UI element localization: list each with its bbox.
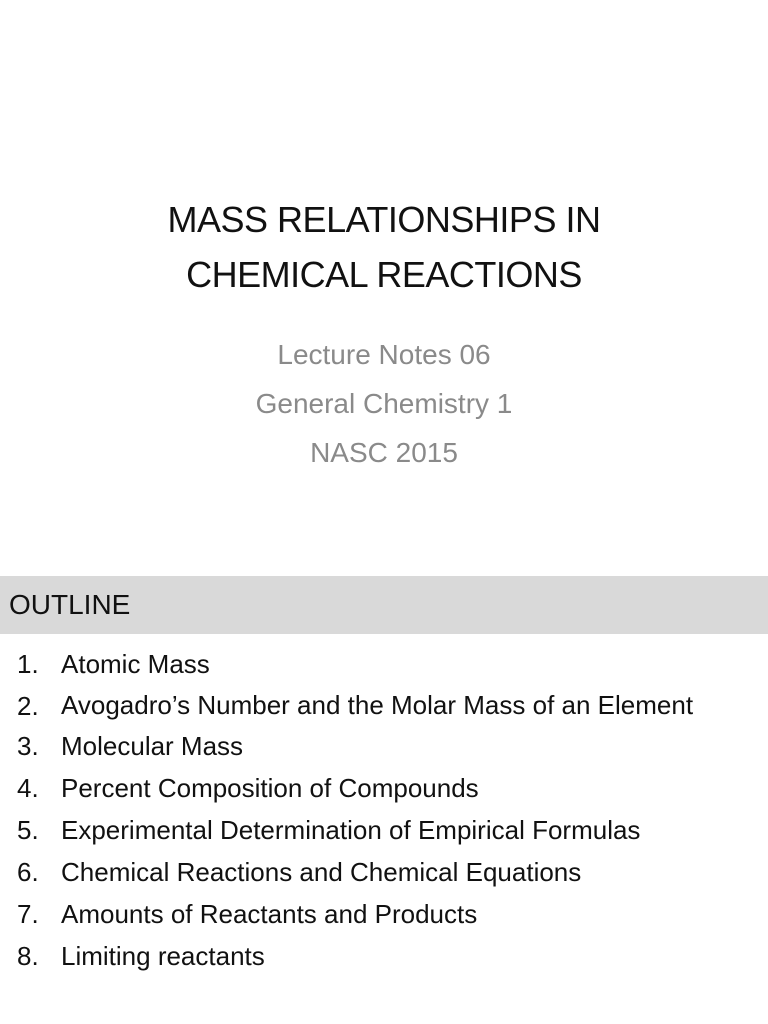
subtitle-line-course: General Chemistry 1 [255,388,513,419]
list-item-text: Percent Composition of Compounds [61,773,479,803]
list-item-number: 5. [17,815,39,845]
list-item [0,938,768,974]
list-item-text: Experimental Determination of Empirical Formulas [61,815,641,845]
subtitle-line-program: NASC 2015 [310,437,458,468]
outline-list [0,646,768,980]
list-item-number: 3. [17,731,39,761]
list-item [0,896,768,932]
slide-title-line-2: CHEMICAL REACTIONS [186,254,582,295]
list-item-number: 6. [17,857,39,887]
list-item-text: Molecular Mass [61,731,244,761]
list-item-number: 7. [17,899,39,929]
list-item [0,812,768,848]
list-item [0,728,768,764]
subtitle-line-lecture: Lecture Notes 06 [277,339,491,370]
list-item-number: 1. [17,649,39,679]
list-item-text: Chemical Reactions and Chemical Equations [61,857,582,887]
list-item-text: Amounts of Reactants and Products [61,899,478,929]
list-item-number: 8. [17,941,39,971]
list-item-text: Limiting reactants [61,941,265,971]
slide-subtitle [0,330,768,477]
list-item-number: 4. [17,773,39,803]
slide-title-line-1: MASS RELATIONSHIPS IN [167,199,601,240]
outline-heading: OUTLINE [9,589,131,620]
list-item [0,688,768,722]
outline-header-band [0,576,768,634]
list-item [0,646,768,682]
list-item-text: Avogadro’s Number and the Molar Mass of an Element [61,690,694,720]
list-item [0,854,768,890]
list-item-text: Atomic Mass [61,649,210,679]
list-item [0,770,768,806]
outline-slide [0,576,768,1024]
list-item-number: 2. [17,691,39,721]
slide-title [0,192,768,302]
